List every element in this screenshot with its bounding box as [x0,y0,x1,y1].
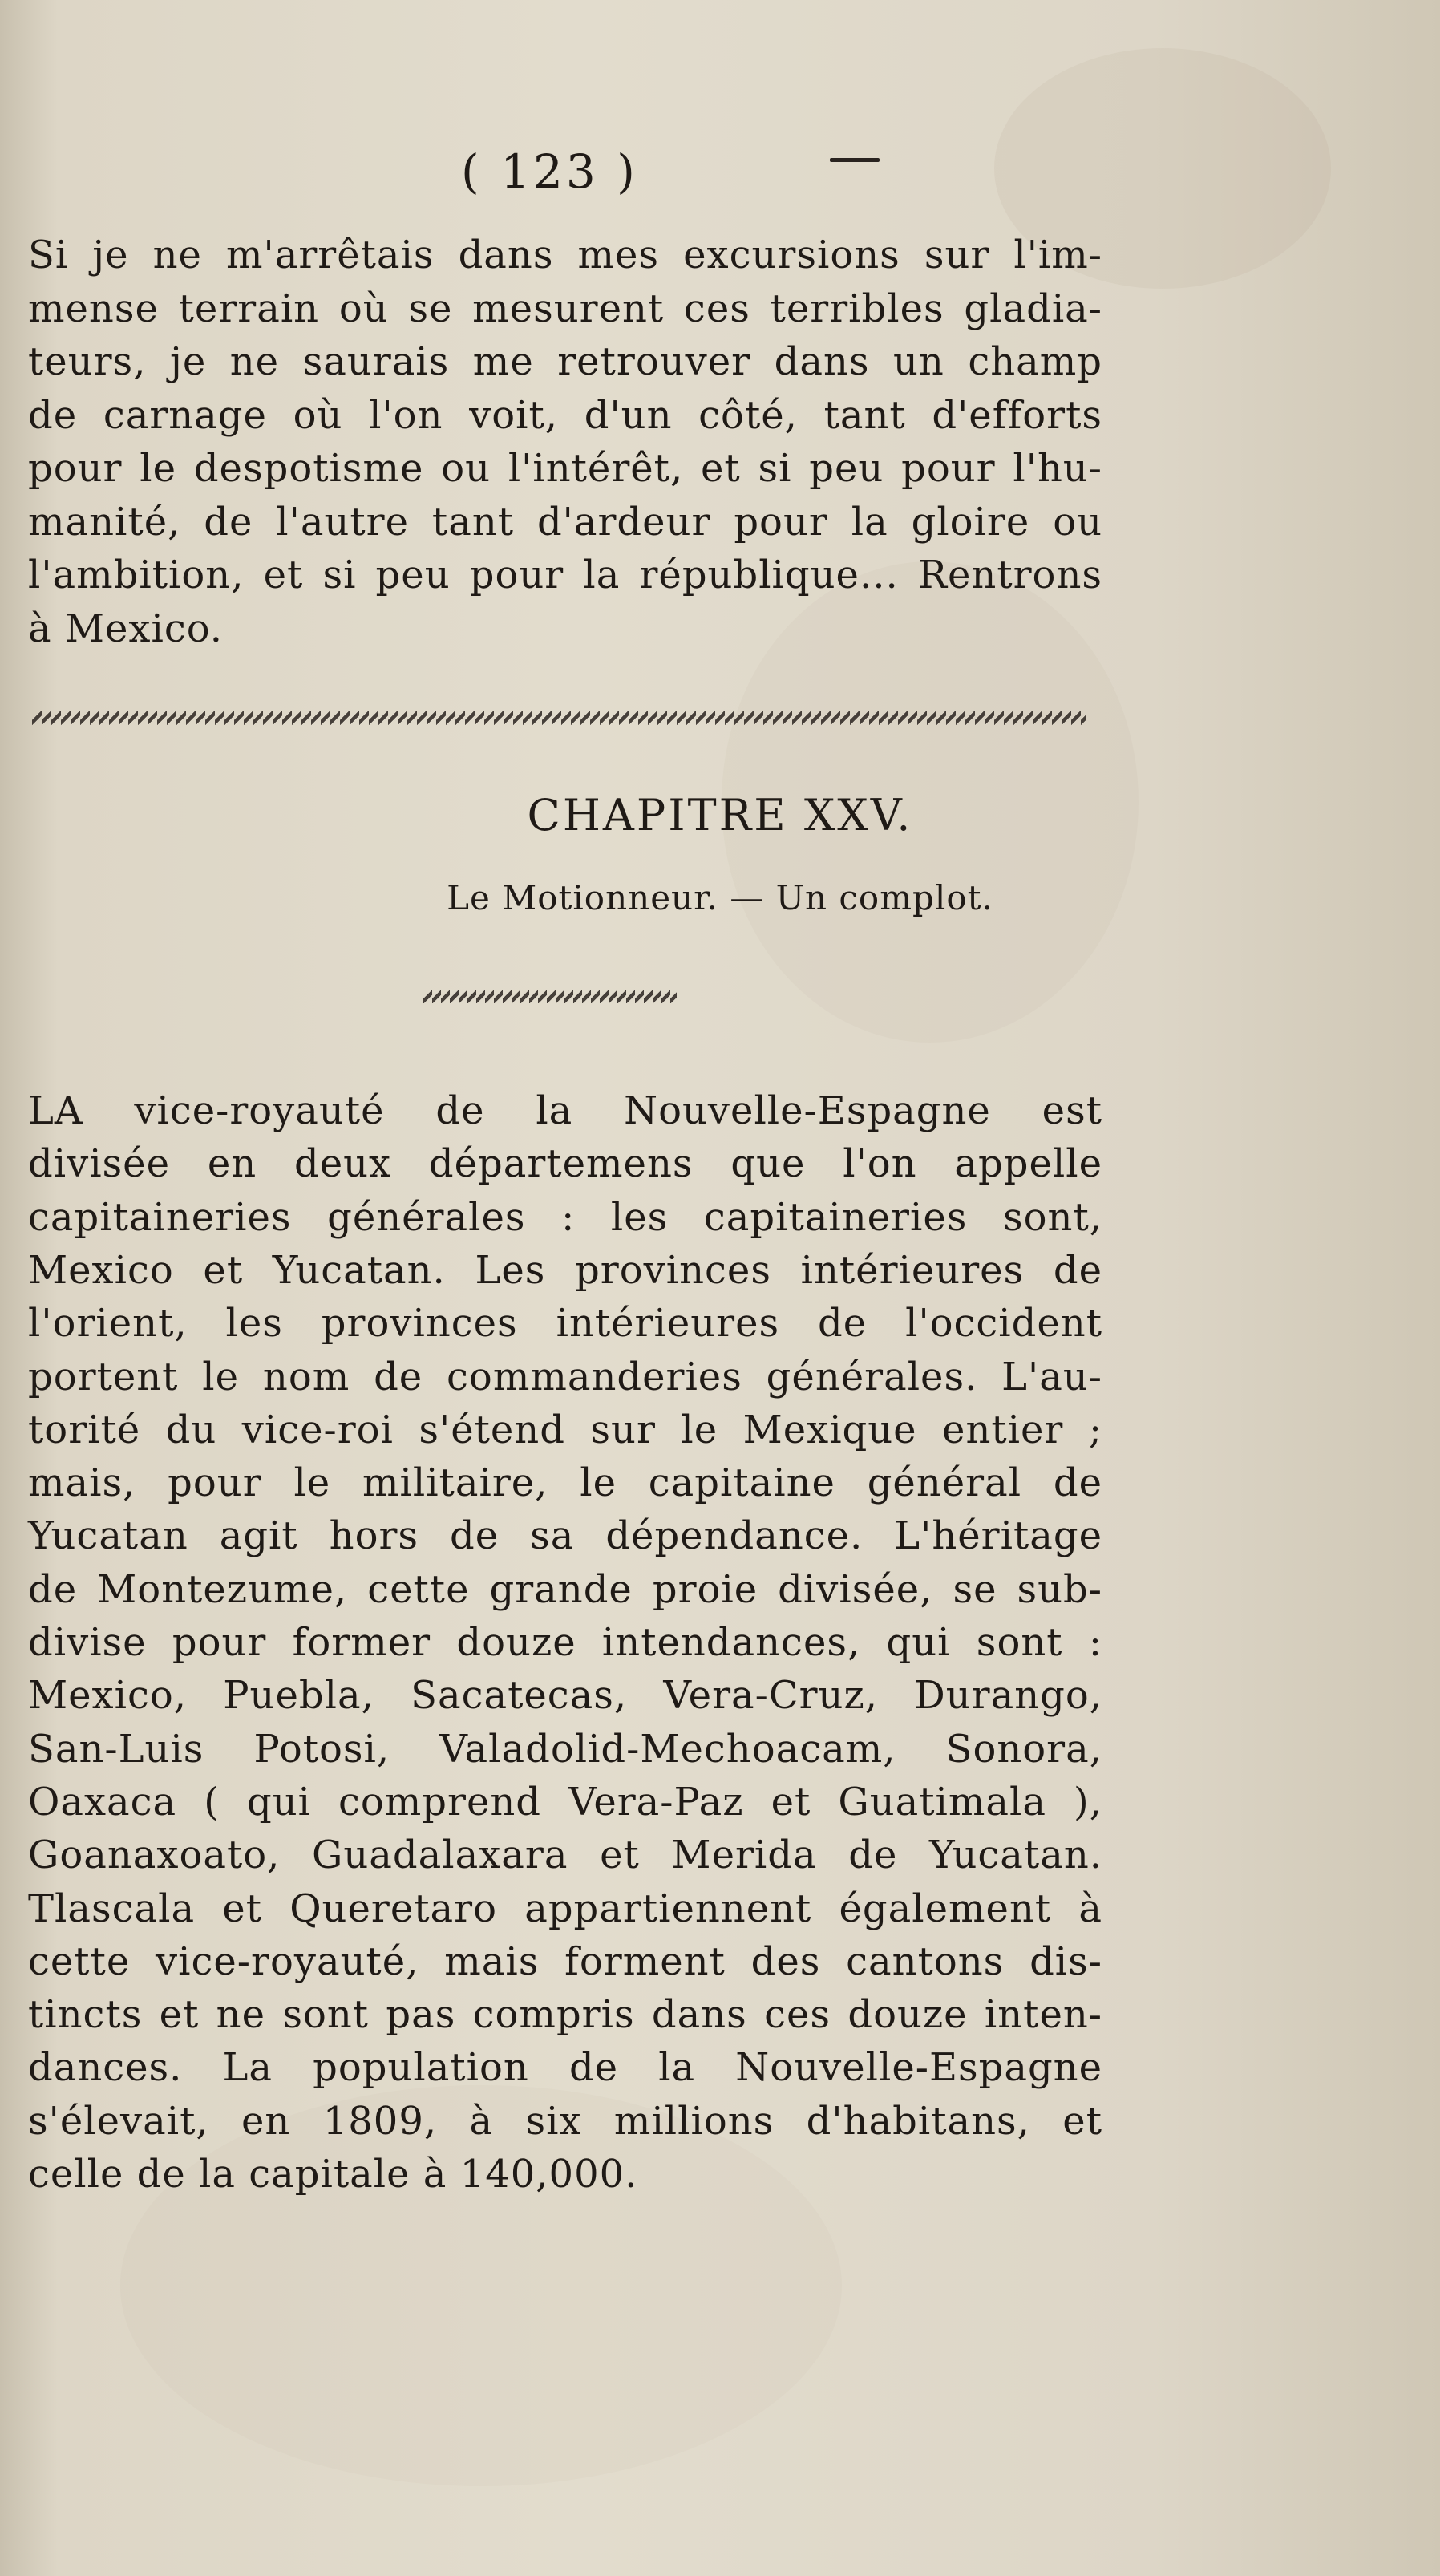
text-line: mense terrain où se mesurent ces terribles gladia- [28,286,1102,331]
text-line: pour le despotisme ou l'intérêt, et si peu pour l'hu- [28,446,1102,491]
chapter-title: CHAPITRE XXV. [527,790,913,840]
text-line: mais, pour le militaire, le capitaine général de [28,1460,1102,1506]
text-line: Si je ne m'arrêtais dans mes excursions sur l'im- [28,233,1102,277]
text-line: divisée en deux départemens que l'on appelle [28,1141,1102,1187]
text-line: Tlascala et Queretaro appartiennent également à [28,1885,1102,1931]
text-line: cette vice-royauté, mais forment des cantons dis- [28,1938,1102,1984]
text-line: LA vice-royauté de la Nouvelle-Espagne est [28,1088,1102,1133]
chapter-subtitle: Le Motionneur. — Un complot. [447,878,993,917]
small-ornament [423,990,677,1003]
printer-mark [830,158,880,162]
text-line: tincts et ne sont pas compris dans ces douze inten- [28,1992,1102,2038]
ornamental-rule [32,710,1086,726]
text-line: San-Luis Potosi, Valadolid-Mechoacam, Sonora, [28,1726,1102,1772]
text-line: Yucatan agit hors de sa dépendance. L'héritage [28,1513,1102,1559]
text-line: Mexico et Yucatan. Les provinces intérieures de [28,1247,1102,1293]
text-line: Oaxaca ( qui comprend Vera-Paz et Guatimala ), [28,1779,1102,1825]
text-line: manité, de l'autre tant d'ardeur pour la gloire ou [28,499,1102,545]
text-line: l'orient, les provinces intérieures de l'occident [28,1301,1102,1347]
page-number: ( 123 ) [461,144,638,199]
text-line: s'élevait, en 1809, à six millions d'habitans, et [28,2098,1102,2144]
text-line: de carnage où l'on voit, d'un côté, tant d'efforts [28,392,1102,438]
text-line: de Montezume, cette grande proie divisée, se sub- [28,1566,1102,1612]
text-line: divise pour former douze intendances, qui sont : [28,1620,1102,1665]
text-line: capitaineries générales : les capitaineries sont, [28,1194,1102,1240]
text-line: torité du vice-roi s'étend sur le Mexique entier ; [28,1407,1102,1452]
text-line: portent le nom de commanderies générales. L'au- [28,1354,1102,1399]
text-line: teurs, je ne saurais me retrouver dans un champ [28,339,1102,384]
text-line: Goanaxoato, Guadalaxara et Merida de Yucatan. [28,1833,1102,1878]
text-line: celle de la capitale à 140,000. [28,2152,638,2197]
text-line: à Mexico. [28,606,224,651]
text-line: l'ambition, et si peu pour la république... Rentrons [28,553,1102,597]
text-line: dances. La population de la Nouvelle-Espagne [28,2045,1102,2091]
text-line: Mexico, Puebla, Sacatecas, Vera-Cruz, Durango, [28,1673,1102,1719]
